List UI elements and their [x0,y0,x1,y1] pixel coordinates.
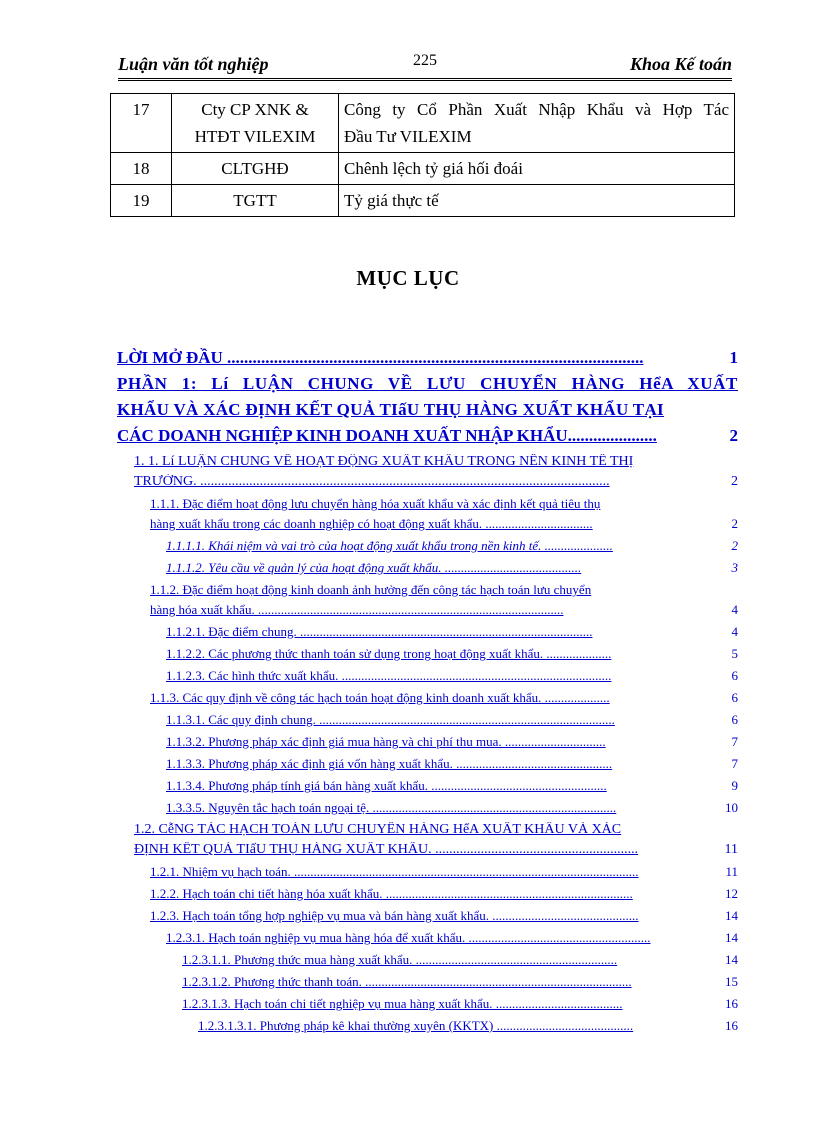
toc-link-text: 1.1.3.1. Các quy định chung. ........................................................................................... [166,712,615,727]
toc-page-number: 7 [731,734,738,749]
toc-page-number: 10 [725,800,738,815]
toc-link-text: TRƯỜNG. ..................................................................................................................... [134,474,610,489]
toc-link[interactable] [150,908,738,924]
toc-link-text: 1.2.3. Hạch toán tổng hợp nghiệp vụ mua và bán hàng xuất khẩu. ............................................. [150,908,639,923]
toc-page-number: 14 [725,908,738,923]
toc-page-number: 15 [725,974,738,989]
toc-link-text: hàng hóa xuất khẩu. .............................................................................................. [150,602,564,617]
toc-page-number: 2 [731,474,738,489]
toc-page-number: 12 [725,886,738,901]
toc-link[interactable] [150,602,738,618]
toc-link[interactable] [166,668,738,684]
toc-page-number: 16 [725,996,738,1011]
toc-link[interactable] [182,996,738,1012]
toc-page-number: 11 [724,842,738,857]
toc-link-text: ĐỊNH KẾT QUẢ TIấU THỤ HÀNG XUẤT KHẨU. .......................................................... [134,842,639,857]
header-right-title: Khoa Kế toán [629,54,732,74]
toc-page-number: 6 [731,712,738,727]
toc-link-text: 1.2. CễNG TÁC HẠCH TOÁN LƯU CHUYỂN HÀNG HểA XUẤT KHẨU VÀ XÁC [134,822,622,837]
toc-link-text: 1.1.3.2. Phương pháp xác định giá mua hàng và chi phí thu mua. ............................... [166,734,606,749]
toc-link[interactable] [134,842,738,858]
toc-link-text: LỜI MỞ ĐẦU .................................................................................................. [117,348,644,367]
toc-link[interactable] [166,930,738,946]
toc-link[interactable] [166,756,738,772]
toc-link-text: 1.1.2. Đặc điểm hoạt động kinh doanh ảnh hưởng đến công tác hạch toán lưu chuyển [150,582,592,597]
toc-page-number: 2 [729,426,738,445]
toc-link[interactable] [150,496,726,512]
toc-link-text: 1.2.3.1.2. Phương thức thanh toán. .................................................................................. [182,974,632,989]
toc-page-number: 11 [725,864,738,879]
toc-page-number: 5 [731,646,738,661]
toc-link[interactable] [150,864,738,880]
toc-title: MỤC LỤC [356,266,460,290]
toc-page-number: 6 [731,668,738,683]
toc-link-text: 1. 1. Lí LUẬN CHUNG VỀ HOẠT ĐỘNG XUẤT KHẨU TRONG NỀN KINH TẾ THỊ [134,454,634,469]
toc-link[interactable] [166,778,738,794]
table-row [111,185,735,217]
toc-link-text: 1.1.3. Các quy định về công tác hạch toán hoạt động kinh doanh xuất khẩu. .................... [150,690,610,705]
toc-page-number: 2 [731,538,738,553]
toc-link[interactable] [166,800,738,816]
toc-page-number: 14 [725,952,738,967]
toc-link[interactable] [166,538,738,554]
meaning-line: Đầu Tư VILEXIM [344,127,472,146]
toc-link-text: 1.1.1.2. Yêu cầu về quản lý của hoạt động xuất khẩu. .......................................... [166,560,582,575]
toc-link[interactable] [182,952,738,968]
toc-link-text: hàng xuất khẩu trong các doanh nghiệp có hoạt động xuất khẩu. ................................. [150,516,593,531]
toc-link-text: 1.2.3.1.3. Hạch toán chi tiết nghiệp vụ mua hàng xuất khẩu. ....................................... [182,996,623,1011]
toc-link[interactable] [134,474,738,490]
toc-link-text: 1.1.1. Đặc điểm hoạt động lưu chuyển hàng hóa xuất khẩu và xác định kết quả tiêu thụ [150,496,601,511]
toc-link-text: 1.1.1.1. Khái niệm và vai trò của hoạt động xuất khẩu trong nền kinh tế. ..................... [166,538,613,553]
toc-page-number: 14 [725,930,738,945]
row-number: 18 [111,153,172,185]
toc-link[interactable] [182,974,738,990]
table-row [111,94,735,153]
page-header [118,52,732,81]
row-number: 19 [111,185,172,217]
abbreviation-cell [172,94,339,153]
toc-page-number: 2 [731,516,738,531]
meaning-cell [339,94,735,153]
toc-link-text: 1.1.3.3. Phương pháp xác định giá vốn hàng xuất khẩu. ................................................ [166,756,613,771]
toc-link[interactable] [150,690,738,706]
toc-page-number: 6 [731,690,738,705]
toc-link[interactable] [198,1018,738,1034]
meaning-cell: Chênh lệch tỷ giá hối đoái [339,153,735,185]
toc-page-number: 16 [725,1018,738,1033]
header-left-title: Luận văn tốt nghiệp [118,54,269,74]
table-row [111,153,735,185]
toc-link[interactable] [134,822,712,838]
toc-link-text: 1.2.3.1. Hạch toán nghiệp vụ mua hàng hóa để xuất khẩu. ........................................................ [166,930,651,945]
toc-link-text: 1.2.2. Hạch toán chi tiết hàng hóa xuất khẩu. ............................................................................ [150,886,633,901]
meaning-cell: Tỷ giá thực tế [339,185,735,217]
row-number: 17 [111,94,172,153]
toc-link[interactable] [166,624,738,640]
toc-link[interactable] [117,400,738,420]
toc-link[interactable] [150,582,706,598]
toc-link[interactable] [150,516,738,532]
toc-link[interactable] [117,426,738,446]
toc-link-text: 1.2.3.1.1. Phương thức mua hàng xuất khẩu. .............................................................. [182,952,618,967]
header-page-number: 225 [413,52,437,69]
abbreviation-line: Cty CP XNK & [201,100,309,119]
toc-link[interactable] [150,886,738,902]
toc-link-text: PHẦN 1: Lí LUẬN CHUNG VỀ LƯU CHUYỂN HÀNG HểA XUẤT [117,374,738,393]
toc-link[interactable] [117,348,738,368]
toc-link-text: CÁC DOANH NGHIỆP KINH DOANH XUẤT NHẬP KHẨU..................... [117,426,657,445]
toc-link-text: 1.1.2.2. Các phương thức thanh toán sử dụng trong hoạt động xuất khẩu. .................... [166,646,612,661]
toc-link[interactable] [117,374,738,394]
toc-page-number: 4 [731,602,738,617]
toc-link-text: 1.2.1. Nhiệm vụ hạch toán. .......................................................................................................... [150,864,639,879]
toc-link[interactable] [166,560,738,576]
toc-link-text: 1.1.2.3. Các hình thức xuất khẩu. ................................................................................... [166,668,612,683]
abbreviation-cell: TGTT [172,185,339,217]
abbreviation-line: HTĐT VILEXIM [194,127,316,146]
toc-link-text: KHẨU VÀ XÁC ĐỊNH KẾT QUẢ TIấU THỤ HÀNG XUẤT KHẨU TẠI [117,400,664,419]
toc-link[interactable] [166,646,738,662]
toc-page-number: 1 [729,348,738,367]
abbreviation-table [110,93,735,217]
meaning-line: Công ty Cổ Phần Xuất Nhập Khẩu và Hợp Tác [344,100,729,119]
toc-link-text: 1.3.3.5. Nguyên tắc hạch toán ngoại tệ. ........................................................................... [166,800,617,815]
toc-link-text: 1.1.3.4. Phương pháp tính giá bán hàng xuất khẩu. ...................................................... [166,778,607,793]
abbreviation-cell: CLTGHĐ [172,153,339,185]
toc-link[interactable] [134,454,728,470]
toc-link-text: 1.1.2.1. Đặc điểm chung. .......................................................................................... [166,624,593,639]
toc-page-number: 9 [731,778,738,793]
toc-page-number: 4 [731,624,738,639]
toc-page-number: 7 [731,756,738,771]
toc-link[interactable] [166,734,738,750]
toc-page-number: 3 [731,560,738,575]
toc-link-text: 1.2.3.1.3.1. Phương pháp kê khai thường xuyên (KKTX) .......................................... [198,1018,634,1033]
toc-link[interactable] [166,712,738,728]
